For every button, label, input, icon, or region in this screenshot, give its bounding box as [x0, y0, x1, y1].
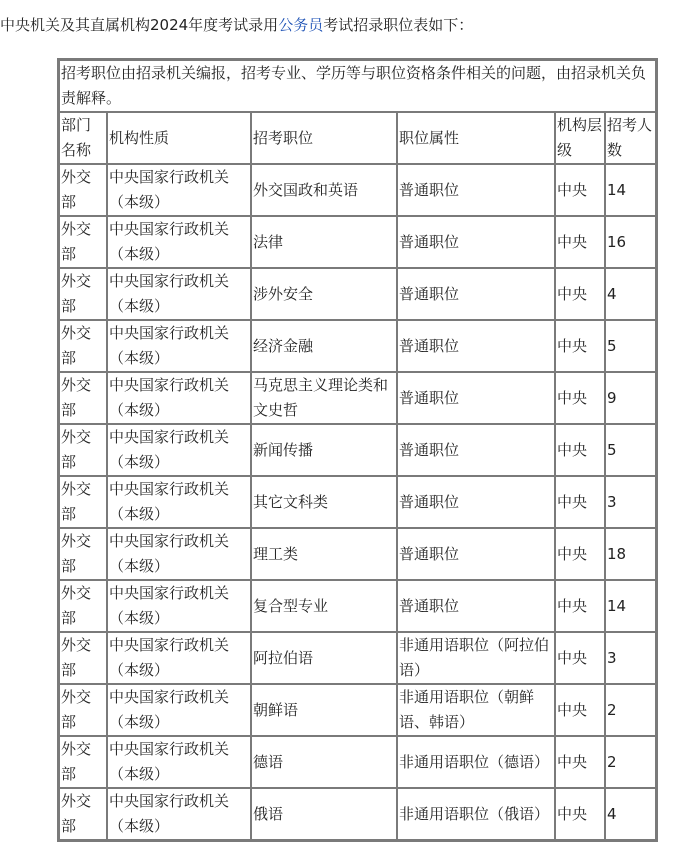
headcount-cell: 4: [605, 788, 656, 840]
position-attr-cell: 非通用语职位（俄语）: [397, 788, 555, 840]
position-cell: 其它文科类: [251, 476, 397, 528]
table-row: [59, 580, 656, 632]
table-note: 招考职位由招录机关编报，招考专业、学历等与职位资格条件相关的问题，由招录机关负责解释。: [59, 60, 656, 112]
org-type-cell: 中央国家行政机关（本级）: [107, 788, 251, 840]
org-type-cell: 中央国家行政机关（本级）: [107, 320, 251, 372]
position-cell: 德语: [251, 736, 397, 788]
position-cell: 理工类: [251, 528, 397, 580]
org-type-cell: 中央国家行政机关（本级）: [107, 528, 251, 580]
position-cell: 外交国政和英语: [251, 164, 397, 216]
headcount-cell: 3: [605, 476, 656, 528]
department-cell: 外交部: [59, 736, 107, 788]
position-attr-cell: 普通职位: [397, 476, 555, 528]
org-level-cell: 中央: [555, 580, 605, 632]
org-type-cell: 中央国家行政机关（本级）: [107, 476, 251, 528]
org-level-cell: 中央: [555, 216, 605, 268]
position-attr-cell: 普通职位: [397, 424, 555, 476]
org-type-cell: 中央国家行政机关（本级）: [107, 216, 251, 268]
headcount-cell: 2: [605, 684, 656, 736]
table-row: [59, 788, 656, 840]
org-level-cell: 中央: [555, 476, 605, 528]
position-attr-cell: 非通用语职位（德语）: [397, 736, 555, 788]
table-row: [59, 372, 656, 424]
department-cell: 外交部: [59, 476, 107, 528]
header-org-type: 机构性质: [107, 112, 251, 164]
department-cell: 外交部: [59, 320, 107, 372]
department-cell: 外交部: [59, 164, 107, 216]
position-attr-cell: 普通职位: [397, 580, 555, 632]
position-cell: 涉外安全: [251, 268, 397, 320]
department-cell: 外交部: [59, 424, 107, 476]
department-cell: 外交部: [59, 372, 107, 424]
org-level-cell: 中央: [555, 320, 605, 372]
intro-paragraph: [0, 14, 473, 36]
headcount-cell: 18: [605, 528, 656, 580]
position-attr-cell: 非通用语职位（朝鲜语、韩语）: [397, 684, 555, 736]
headcount-cell: 4: [605, 268, 656, 320]
department-cell: 外交部: [59, 268, 107, 320]
org-type-cell: 中央国家行政机关（本级）: [107, 580, 251, 632]
table-row: [59, 736, 656, 788]
header-position: 招考职位: [251, 112, 397, 164]
header-headcount: 招考人数: [605, 112, 656, 164]
position-attr-cell: 非通用语职位（阿拉伯语）: [397, 632, 555, 684]
org-level-cell: 中央: [555, 424, 605, 476]
position-cell: 阿拉伯语: [251, 632, 397, 684]
table-row: [59, 632, 656, 684]
position-cell: 法律: [251, 216, 397, 268]
position-cell: 俄语: [251, 788, 397, 840]
department-cell: 外交部: [59, 684, 107, 736]
intro-text-before: 中央机关及其直属机构2024年度考试录用: [0, 16, 279, 34]
headcount-cell: 5: [605, 320, 656, 372]
header-department: 部门名称: [59, 112, 107, 164]
department-cell: 外交部: [59, 632, 107, 684]
headcount-cell: 5: [605, 424, 656, 476]
table-row: [59, 684, 656, 736]
department-cell: 外交部: [59, 528, 107, 580]
position-attr-cell: 普通职位: [397, 528, 555, 580]
headcount-cell: 16: [605, 216, 656, 268]
position-attr-cell: 普通职位: [397, 268, 555, 320]
headcount-cell: 2: [605, 736, 656, 788]
org-type-cell: 中央国家行政机关（本级）: [107, 164, 251, 216]
org-level-cell: 中央: [555, 268, 605, 320]
org-level-cell: 中央: [555, 164, 605, 216]
table-row: [59, 476, 656, 528]
org-type-cell: 中央国家行政机关（本级）: [107, 684, 251, 736]
table-row: [59, 216, 656, 268]
org-level-cell: 中央: [555, 788, 605, 840]
org-level-cell: 中央: [555, 632, 605, 684]
department-cell: 外交部: [59, 216, 107, 268]
org-level-cell: 中央: [555, 736, 605, 788]
intro-text-after: 考试招录职位表如下：: [323, 16, 474, 34]
department-cell: 外交部: [59, 580, 107, 632]
header-org-level: 机构层级: [555, 112, 605, 164]
position-cell: 新闻传播: [251, 424, 397, 476]
org-level-cell: 中央: [555, 372, 605, 424]
note-row: [59, 60, 656, 112]
org-type-cell: 中央国家行政机关（本级）: [107, 424, 251, 476]
header-position-attr: 职位属性: [397, 112, 555, 164]
headcount-cell: 3: [605, 632, 656, 684]
org-level-cell: 中央: [555, 684, 605, 736]
table-row: [59, 320, 656, 372]
position-cell: 复合型专业: [251, 580, 397, 632]
department-cell: 外交部: [59, 788, 107, 840]
table-row: [59, 528, 656, 580]
position-cell: 经济金融: [251, 320, 397, 372]
position-cell: 马克思主义理论类和文史哲: [251, 372, 397, 424]
position-attr-cell: 普通职位: [397, 216, 555, 268]
position-attr-cell: 普通职位: [397, 372, 555, 424]
headcount-cell: 9: [605, 372, 656, 424]
headcount-cell: 14: [605, 580, 656, 632]
civil-servant-link[interactable]: 公务员: [278, 16, 324, 34]
positions-table: [57, 58, 658, 842]
table-row: [59, 268, 656, 320]
position-attr-cell: 普通职位: [397, 320, 555, 372]
org-type-cell: 中央国家行政机关（本级）: [107, 736, 251, 788]
org-level-cell: 中央: [555, 528, 605, 580]
position-attr-cell: 普通职位: [397, 164, 555, 216]
header-row: [59, 112, 656, 164]
headcount-cell: 14: [605, 164, 656, 216]
org-type-cell: 中央国家行政机关（本级）: [107, 268, 251, 320]
table-row: [59, 424, 656, 476]
org-type-cell: 中央国家行政机关（本级）: [107, 372, 251, 424]
position-cell: 朝鲜语: [251, 684, 397, 736]
table-row: [59, 164, 656, 216]
org-type-cell: 中央国家行政机关（本级）: [107, 632, 251, 684]
